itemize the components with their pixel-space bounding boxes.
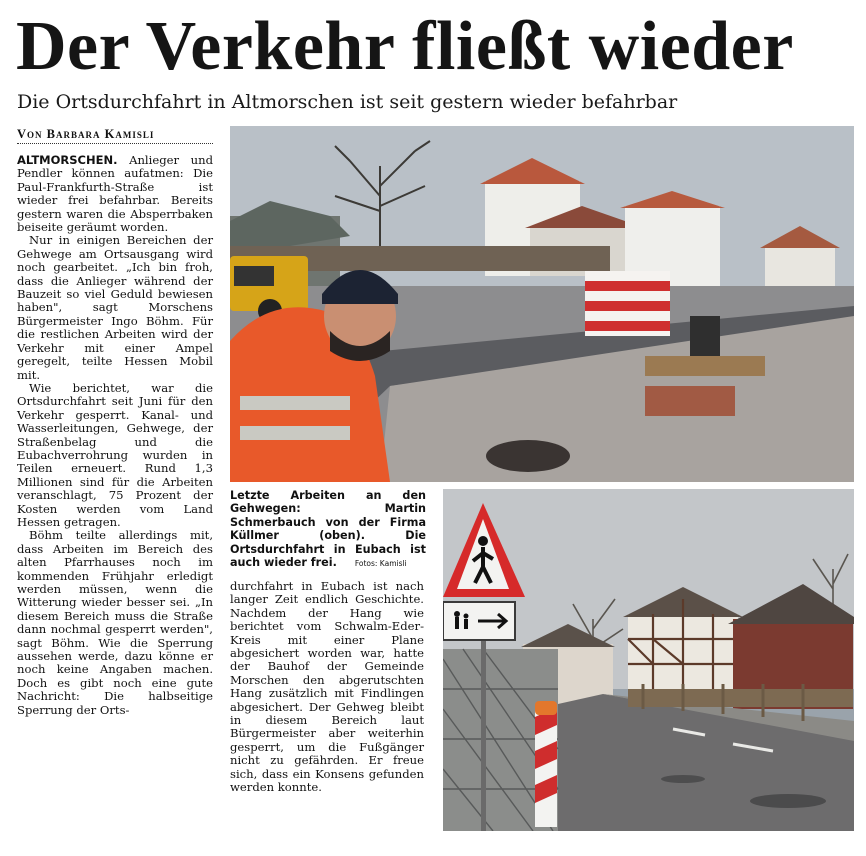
- photo-caption: [230, 489, 426, 570]
- paragraph-2: Nur in einigen Bereichen der Gehwege am Ortsausgang wird noch gearbeitet. „Ich bin froh, dass die Anlieger während der Bauzeit so viel Geduld bewiesen haben", sagt Morschens Bürgermeister Ingo Böhm. Für die restlichen Arbeiten wird der Verkehr mit einer Ampel geregelt, teilte Hessen Mobil mit.: [17, 233, 213, 382]
- headline: Der Verkehr fließt wieder: [16, 8, 794, 85]
- photo-eubach-street: [443, 489, 854, 831]
- paragraph-3: Wie berichtet, war die Ortsdurchfahrt seit Juni für den Verkehr gesperrt. Kanal- und Wasserleitungen, Gehwege, der Straßenbelag und die Eubachverrohrung wurden in Teilen erneuert. Rund 1,3 Millionen sind für die Arbeiten veranschlagt, 75 Prozent der Kosten werden vom Land Hessen getragen.: [17, 380, 213, 529]
- photo-credit: Fotos: Kamisli: [354, 559, 407, 569]
- article-column-2: [230, 580, 424, 795]
- paragraph-4: Böhm teilte allerdings mit, dass Arbeiten im Bereich des alten Pfarrhauses noch im kommenden Frühjahr erledigt werden müssen, wenn die Witterung wieder besser sei. „In diesem Bereich muss die Straße dann nochmal gesperrt werden", sagt Böhm. Wie die Sperrung aussehen werde, dazu könne er noch keine Angaben machen. Doch es gibt noch eine gute Nachricht: Die halbseitige Sperrung der Orts-: [17, 528, 213, 717]
- paragraph-1: [17, 154, 213, 234]
- paragraph-5: durchfahrt in Eubach ist nach langer Zeit endlich Geschichte. Nachdem der Hang wie berichtet vom Schwalm-Eder-Kreis mit einer Plane abgesichert worden war, hatte der Bauhof der Gemeinde Morschen den abgerutschten Hang zusätzlich mit Findlingen abgesichert. Der Gehweg bleibt in diesem Bereich laut Bürgermeister aber weiterhin gesperrt, um die Fußgänger nicht zu gefährden. Er freue sich, dass ein Konsens gefunden werden konnte.: [230, 579, 424, 795]
- byline: Von Barbara Kamisli: [17, 126, 213, 144]
- article-column-1: [17, 154, 213, 717]
- photo-construction-worker: [230, 126, 854, 482]
- subheadline: Die Ortsdurchfahrt in Altmorschen ist seit gestern wieder befahrbar: [17, 91, 678, 113]
- dateline: ALTMORSCHEN.: [17, 153, 118, 167]
- caption-text: Letzte Arbeiten an den Gehwegen: Martin Schmerbauch von der Firma Küllmer (oben). Die Ortsdurchfahrt in Eubach ist auch wieder frei.: [230, 489, 426, 570]
- paragraph-1-text: Anlieger und Pendler können aufatmen: Die Paul-Frankfurth-Straße ist wieder frei befahrbar. Bereits gestern waren die Absperrbaken beiseite geräumt worden.: [17, 153, 213, 235]
